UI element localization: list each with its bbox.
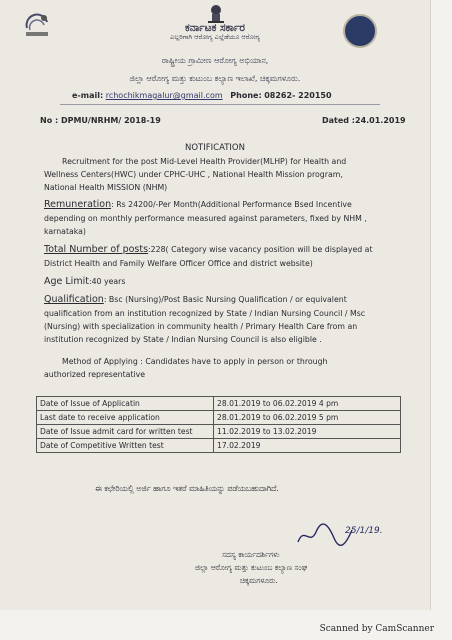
schedule-label: Date of Issue admit card for written test	[37, 425, 214, 439]
schedule-value: 28.01.2019 to 06.02.2019 5 pm	[214, 411, 401, 425]
header-kannada-title: ಕರ್ನಾಟಕ ಸರ್ಕಾರ	[185, 22, 245, 34]
intro-line-3: National Health MISSION (NHM)	[44, 183, 168, 192]
phone-label: Phone:	[230, 91, 262, 100]
signature-place: ಚಿಕ್ಕಮಗಳೂರು.	[240, 576, 278, 585]
table-row	[37, 425, 401, 439]
table-row	[37, 411, 401, 425]
intro-line-1: Recruitment for the post Mid-Level Health Provider(MLHP) for Health and	[62, 157, 347, 166]
schedule-table	[36, 396, 401, 453]
posts-line-1	[44, 244, 373, 257]
posts-value: :228( Category wise vacancy position will be displayed at	[148, 245, 373, 254]
qualification-line-3: (Nursing) with specialization in community health / Primary Health Care from an	[44, 322, 358, 331]
reference-number: No : DPMU/NRHM/ 2018-19	[40, 116, 161, 125]
remuneration-label: Remuneration	[44, 199, 112, 210]
email-address: rchochikmagalur@gmail.com	[105, 91, 223, 100]
posts-line-2: District Health and Family Welfare Officer Office and district website)	[44, 259, 313, 268]
age-limit-value: :40 years	[88, 277, 126, 286]
signature-date: 25/1/19.	[345, 526, 383, 536]
document-date: Dated :24.01.2019	[322, 116, 406, 125]
header-kannada-nhm: ರಾಷ್ಟ್ರೀಯ ಗ್ರಾಮೀಣ ಆರೋಗ್ಯ ಅಭಿಯಾನ,	[161, 56, 269, 65]
age-limit-line	[44, 276, 125, 289]
signature-designation: ಸದಸ್ಯ ಕಾರ್ಯದರ್ಶಿಗಳು	[222, 550, 280, 559]
header-divider	[60, 104, 380, 105]
remuneration-line-3: karnataka)	[44, 227, 86, 236]
contact-line	[72, 91, 332, 100]
scanner-footer: Scanned by CamScanner	[319, 624, 434, 634]
intro-line-2: Wellness Centers(HWC) under CPHC-UHC , National Health Mission program,	[44, 170, 343, 179]
closing-kannada-line: ಈ ಕಛೇರಿಯಲ್ಲಿ ಅರ್ಜಿ ಹಾಗೂ ಇತರೆ ಮಾಹಿತಿಯನ್ನು ಪಡೆಯಬಹುದಾಗಿದೆ.	[95, 484, 279, 493]
header-kannada-subtitle: ಎಲ್ಲರಿಗಾಗಿ ಆರೋಗ್ಯ ಎಲ್ಲೆಡೆಯೂ ಆರೋಗ್ಯ	[170, 33, 260, 41]
schedule-value: 28.01.2019 to 06.02.2019 4 pm	[214, 397, 401, 411]
age-limit-label: Age Limit	[44, 276, 89, 287]
schedule-label: Date of Competitive Written test	[37, 439, 214, 453]
schedule-value: 17.02.2019	[214, 439, 401, 453]
phone-number: 08262- 220150	[264, 91, 332, 100]
notification-title: NOTIFICATION	[185, 143, 245, 153]
signature-office: ಜಿಲ್ಲಾ ಆರೋಗ್ಯ ಮತ್ತು ಕುಟುಂಬ ಕಲ್ಯಾಣ ಸಂಘ	[195, 563, 308, 572]
email-label: e-mail:	[72, 91, 104, 100]
qualification-value: : Bsc (Nursing)/Post Basic Nursing Qualification / or equivalent	[103, 295, 347, 304]
state-emblem-icon	[205, 4, 227, 24]
method-line-1: Method of Applying : Candidates have to apply in person or through	[62, 357, 328, 366]
schedule-value: 11.02.2019 to 13.02.2019	[214, 425, 401, 439]
qualification-line-2: qualification from an institution recognized by State / Indian Nursing Council / Msc	[44, 309, 366, 318]
table-row	[37, 397, 401, 411]
schedule-label: Date of Issue of Applicatin	[37, 397, 214, 411]
posts-label: Total Number of posts	[44, 244, 149, 255]
header-kannada-office: ಜಿಲ್ಲಾ ಆರೋಗ್ಯ ಮತ್ತು ಕುಟುಂಬ ಕಲ್ಯಾಣ ಇಲಾಖೆ, ಚಿಕ್ಕಮಗಳೂರು.	[129, 74, 301, 83]
remuneration-line-1	[44, 199, 352, 212]
qualification-line-1	[44, 294, 347, 307]
remuneration-value: : Rs 24200/-Per Month(Additional Performance Bsed Incentive	[111, 200, 352, 209]
table-row	[37, 439, 401, 453]
method-line-2: authorized representative	[44, 370, 146, 379]
schedule-label: Last date to receive application	[37, 411, 214, 425]
qualification-label: Qualification	[44, 294, 104, 305]
remuneration-line-2: depending on monthly performance measured against parameters, fixed by NHM ,	[44, 214, 367, 223]
qualification-line-4: institution recognized by State / Indian Nursing Council is also eligible .	[44, 335, 322, 344]
